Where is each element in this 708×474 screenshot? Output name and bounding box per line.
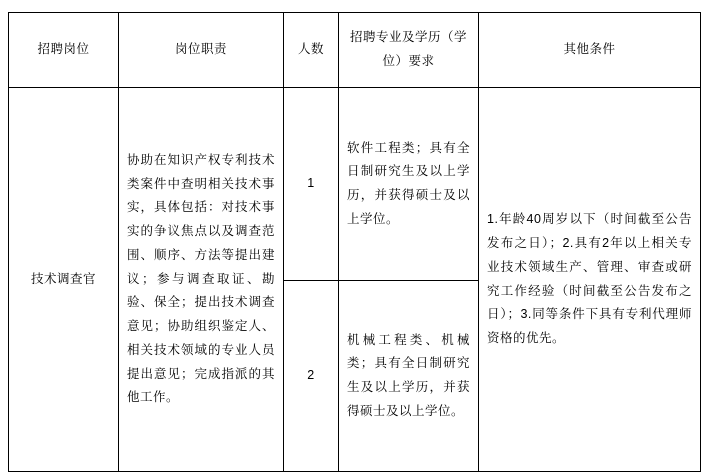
header-cell-post: 招聘岗位 xyxy=(9,13,119,88)
cell-number-1: 1 xyxy=(284,88,339,281)
cell-number-2: 2 xyxy=(284,281,339,472)
header-cell-major: 招聘专业及学历（学位）要求 xyxy=(339,13,479,88)
table-header-row xyxy=(9,13,701,88)
header-cell-duty: 岗位职责 xyxy=(119,13,284,88)
cell-other-conditions: 1.年龄40周岁以下（时间截至公告发布之日）；2.具有2年以上相关专业技术领域生产、管理、审查或研究工作经验（时间截至公告发布之日）；3.同等条件下具有专利代理师资格的优先。 xyxy=(479,88,701,472)
header-cell-other: 其他条件 xyxy=(479,13,701,88)
header-cell-number: 人数 xyxy=(284,13,339,88)
cell-major-1: 软件工程类；具有全日制研究生及以上学历，并获得硕士及以上学位。 xyxy=(339,88,479,281)
cell-major-2: 机械工程类、机械类；具有全日制研究生及以上学历，并获得硕士及以上学位。 xyxy=(339,281,479,472)
recruitment-table xyxy=(8,12,701,472)
table-row xyxy=(9,88,701,281)
cell-post-name: 技术调查官 xyxy=(9,88,119,472)
cell-duty-description: 协助在知识产权专利技术类案件中查明相关技术事实，具体包括：对技术事实的争议焦点以及调查范围、顺序、方法等提出建议；参与调查取证、勘验、保全；提出技术调查意见；协助组织鉴定人、相关技术领域的专业人员提出意见；完成指派的其他工作。 xyxy=(119,88,284,472)
